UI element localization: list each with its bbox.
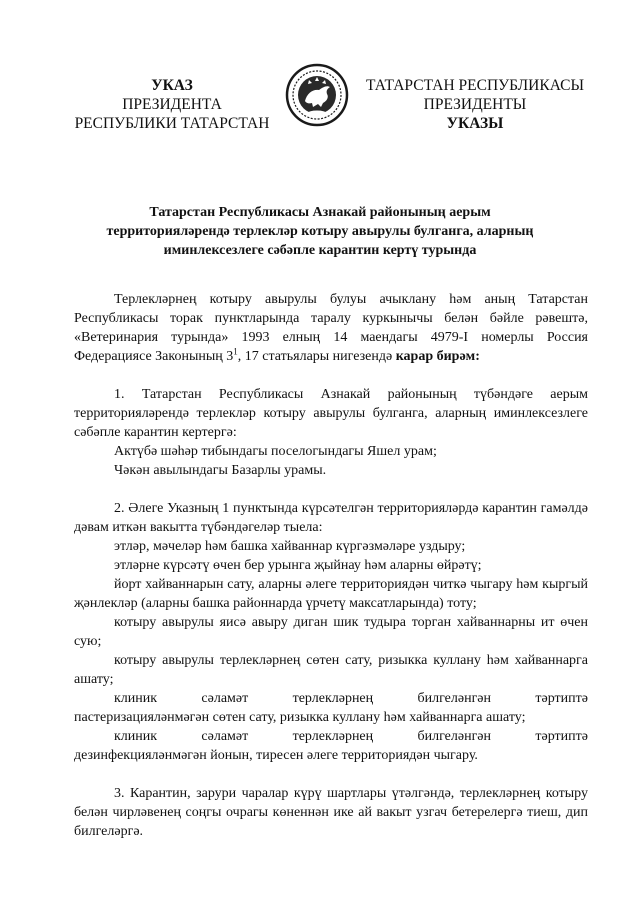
header-left-line-3: РЕСПУБЛИКИ ТАТАРСТАН xyxy=(74,115,270,132)
row-1-word-1: клиник xyxy=(114,691,158,706)
item-1-line-1: Актүбә шәһәр тибындагы поселогындагы Яшел урам; xyxy=(114,444,437,459)
row-2-word-5: тәртиптә xyxy=(535,729,588,744)
item-2-row-2-continuation: дезинфекцияләнмәгән йонын, тиресен әлеге территориядән чыгару. xyxy=(74,748,478,763)
decree-title xyxy=(60,203,580,260)
item-2-line-3: йорт хайваннарын сату, аларны әлеге территориядән читкә чыгару һәм кыргый җәнлекләр (аларны башка районнарда үрчетү максатларында) тоту; xyxy=(74,577,588,611)
preamble-bold: карар бирәм: xyxy=(395,349,480,364)
header-left-line-1: УКАЗ xyxy=(151,77,193,94)
header-right-tatar xyxy=(360,76,590,133)
row-2-word-4: билгеләнгән xyxy=(417,729,492,744)
item-2-row-1 xyxy=(74,689,588,708)
item-3-paragraph: 3. Карантин, зарури чаралар күрү шартлары үтәлгәндә, терлекләрнең котыру белән чирләвенең соңгы очрагы көненнән ике ай вакыт узгач бетерелергә тиеш, дип билгеләргә. xyxy=(74,786,588,839)
title-line-2: территорияләрендә терлекләр котыру авырулы булганга, аларның xyxy=(106,224,534,239)
header-left-russian xyxy=(72,76,272,133)
row-1-word-2: сәламәт xyxy=(201,691,249,706)
item-2-line-4: котыру авырулы яисә авыру диган шик тудыра торган хайваннарны ит өчен сую; xyxy=(74,615,588,649)
header-right-line-2: ПРЕЗИДЕНТЫ xyxy=(423,96,527,113)
row-1-word-5: тәртиптә xyxy=(535,691,588,706)
title-line-1: Татарстан Республикасы Азнакай районының аерым xyxy=(149,205,491,220)
row-2-word-1: клиник xyxy=(114,729,158,744)
item-2-paragraph: 2. Әлеге Указның 1 пунктында күрсәтелгән территорияләрдә карантин гамәлдә дәвам иткән вакытта түбәндәгеләр тыела: xyxy=(74,501,588,535)
coat-of-arms-icon xyxy=(285,63,349,127)
item-1-line-2: Чәкән авылындагы Базарлы урамы. xyxy=(114,463,327,478)
title-line-3: иминлексезлеге сәбәпле карантин кертү турында xyxy=(163,243,477,258)
item-2-line-1: этләр, мәчеләр һәм башка хайваннар күргәзмәләре уздыру; xyxy=(114,539,466,554)
item-2-line-5: котыру авырулы терлекләрнең сөтен сату, ризыкка куллану һәм хайваннарга ашату; xyxy=(74,653,588,687)
row-2-word-3: терлекләрнең xyxy=(292,729,374,744)
preamble-text: Терлекләрнең котыру авырулы булуы ачыклану һәм аның Татарстан Республикасы торак пунктларында таралу куркынычы белән бәйле рәвештә, «Ветеринария турында» 1993 елның 14 маендагы 4979-I номерлы Россия Федерациясе Законының 3 xyxy=(74,292,588,364)
header-right-line-3: УКАЗЫ xyxy=(446,115,504,132)
header-right-line-1: ТАТАРСТАН РЕСПУБЛИКАСЫ xyxy=(366,77,584,94)
item-2-row-2 xyxy=(74,727,588,746)
item-1-paragraph: 1. Татарстан Республикасы Азнакай районының түбәндәге аерым территорияләрендә терлекләр котыру авырулы булганга, аларның иминлексезлеге сәбәпле карантин кертергә: xyxy=(74,387,588,440)
decree-body xyxy=(74,290,588,841)
item-2-row-1-continuation: пастеризацияләнмәгән сөтен сату, ризыкка куллану һәм хайваннарга ашату; xyxy=(74,710,526,725)
item-2-line-2: этләрне күрсәтү өчен бер урынга җыйнау һәм аларны өйрәтү; xyxy=(114,558,482,573)
row-2-word-2: сәламәт xyxy=(201,729,249,744)
preamble-paragraph xyxy=(74,290,588,366)
row-1-word-4: билгеләнгән xyxy=(417,691,492,706)
row-1-word-3: терлекләрнең xyxy=(292,691,374,706)
preamble-after: , 17 статьялары нигезендә xyxy=(237,349,396,364)
preamble-superscript: 1 xyxy=(233,346,238,357)
header-left-line-2: ПРЕЗИДЕНТА xyxy=(122,96,222,113)
